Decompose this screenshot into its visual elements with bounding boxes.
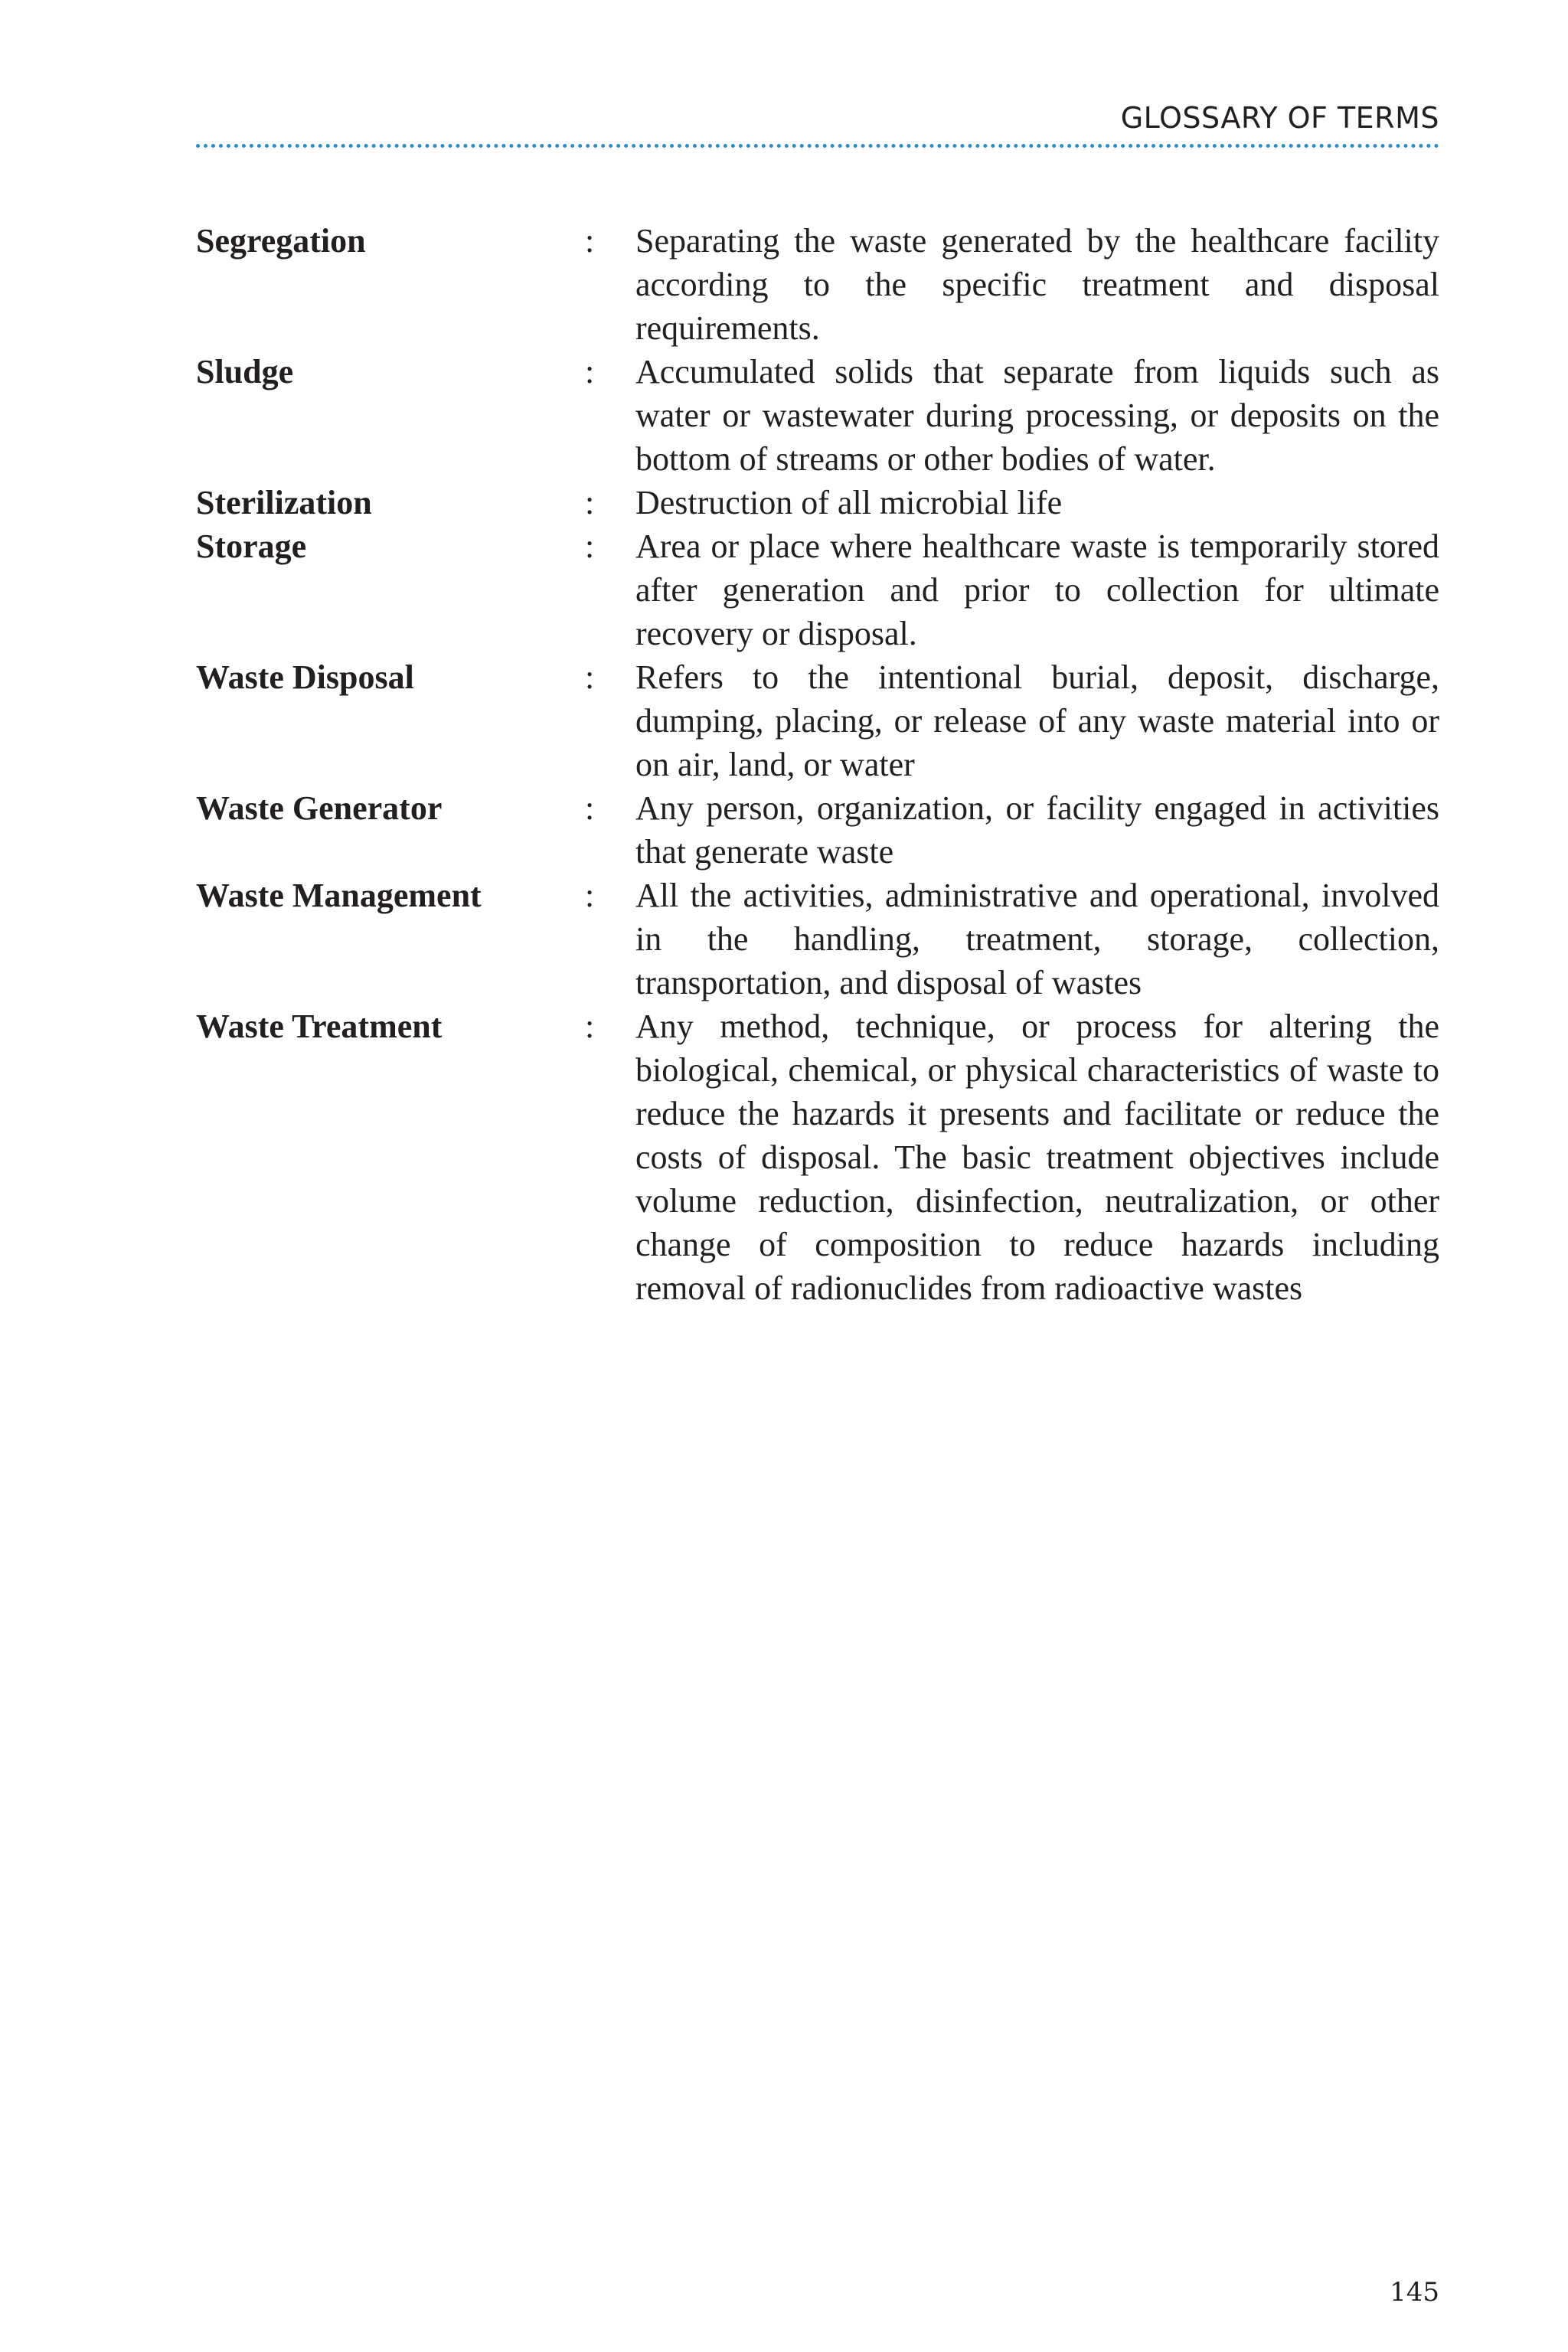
glossary-definition: Destruction of all microbial life [635, 484, 1063, 521]
glossary-entry-sludge [196, 350, 1439, 481]
glossary-entry-waste-management [196, 874, 1439, 1004]
glossary-term: Sterilization [196, 484, 372, 521]
glossary-term: Waste Generator [196, 789, 443, 827]
glossary-definition: Any person, organization, or facility engaged in activities that generate waste [635, 789, 1439, 871]
glossary-definition: Refers to the intentional burial, deposit, discharge, dumping, placing, or release of any waste material into or on air, land, or water [635, 658, 1439, 783]
term-separator: : [585, 789, 595, 827]
glossary-entry-waste-generator [196, 786, 1439, 874]
glossary-term: Waste Treatment [196, 1008, 443, 1045]
page-number: 145 [1390, 2277, 1439, 2308]
glossary-entry-waste-disposal [196, 655, 1439, 786]
glossary-entry-sterilization [196, 481, 1439, 524]
glossary-term: Sludge [196, 353, 294, 390]
glossary-definition: Separating the waste generated by the healthcare facility according to the specific treatment and disposal requirements. [635, 222, 1439, 347]
header-title: GLOSSARY OF TERMS [1120, 101, 1439, 135]
glossary-entry-storage [196, 524, 1439, 655]
glossary-term: Storage [196, 528, 307, 565]
glossary-term: Waste Disposal [196, 658, 414, 696]
glossary-list [196, 219, 1439, 1310]
glossary-definition: Any method, technique, or process for altering the biological, chemical, or physical characteristics of waste to reduce the hazards it presents and facilitate or reduce the costs of disposal. The basic treatment objectives include volume reduction, disinfection, neutralization, or other change of composition to reduce hazards including removal of radionuclides from radioactive wastes [635, 1008, 1439, 1307]
glossary-entry-segregation [196, 219, 1439, 350]
term-separator: : [585, 528, 595, 565]
glossary-definition: Area or place where healthcare waste is temporarily stored after generation and prior to collection for ultimate recovery or disposal. [635, 528, 1439, 652]
glossary-definition: Accumulated solids that separate from liquids such as water or wastewater during processing, or deposits on the bottom of streams or other bodies of water. [635, 353, 1439, 478]
term-separator: : [585, 658, 595, 696]
glossary-definition: All the activities, administrative and operational, involved in the handling, treatment, storage, collection, transportation, and disposal of wastes [635, 877, 1439, 1001]
term-separator: : [585, 222, 595, 260]
glossary-term: Waste Management [196, 877, 482, 914]
term-separator: : [585, 353, 595, 390]
glossary-entry-waste-treatment [196, 1004, 1439, 1310]
term-separator: : [585, 877, 595, 914]
running-header [196, 95, 1439, 148]
term-separator: : [585, 1008, 595, 1045]
glossary-term: Segregation [196, 222, 366, 260]
term-separator: : [585, 484, 595, 521]
